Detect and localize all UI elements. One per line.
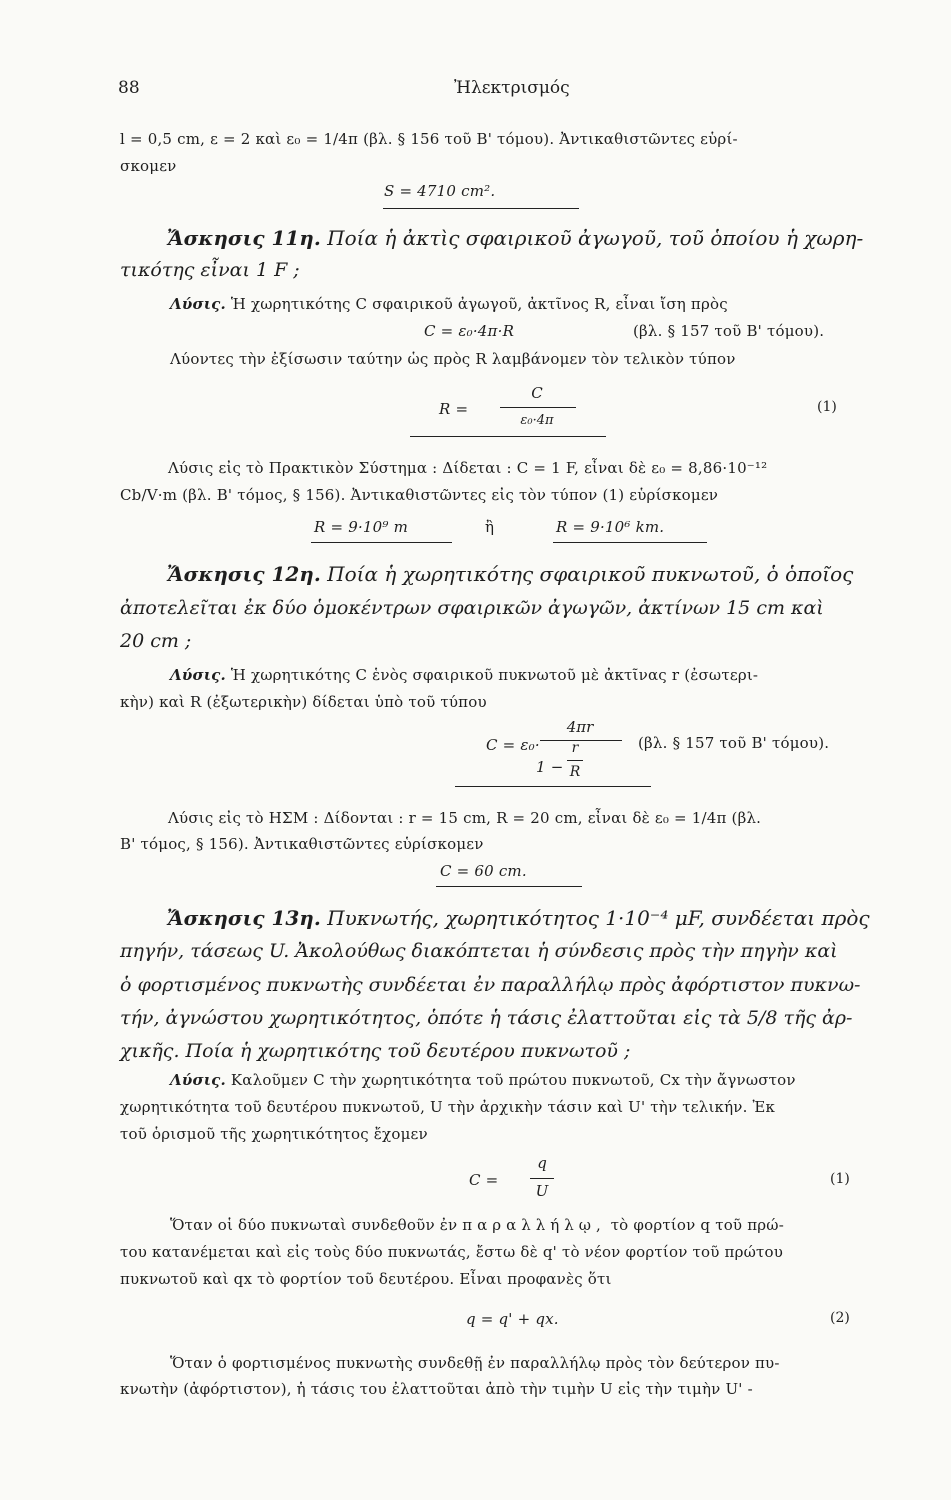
exercise-question: Πυκνωτής, χωρητικότητος 1·10⁻⁴ μF, συνδέεται πρὸς — [327, 906, 870, 930]
text-line: Cb/V·m (βλ. Β' τόμος, § 156). Ἀντικαθιστῶντες εἰς τὸν τύπον (1) εὑρίσκομεν — [120, 486, 719, 504]
equation-number: (1) — [817, 399, 837, 415]
text-part: Ὅταν οἱ δύο πυκνωταὶ συνδεθοῦν ἐν — [170, 1216, 458, 1234]
fraction-denominator: 1 − — [536, 758, 564, 776]
result-formula: C = 60 cm. — [440, 862, 527, 880]
text-line: χωρητικότητα τοῦ δευτέρου πυκνωτοῦ, U τὴν ἀρχικὴν τάσιν καὶ U' τὴν τελικήν. Ἐκ — [120, 1098, 776, 1116]
solution-line — [170, 295, 728, 313]
fraction-bar — [530, 1178, 554, 1179]
formula-lhs: C = — [469, 1171, 499, 1189]
spaced-word: παραλλήλῳ, — [462, 1216, 606, 1234]
result-formula: R = 9·10⁶ km. — [556, 518, 665, 536]
result-underline — [311, 542, 452, 543]
running-title: Ἠλεκτρισμός — [454, 78, 570, 98]
text-line: Λύσις εἰς τὸ Πρακτικὸν Σύστημα : Δίδεται : C = 1 F, εἶναι δὲ ε₀ = 8,86·10⁻¹² — [168, 459, 768, 477]
exercise-question-cont: 20 cm ; — [120, 630, 192, 652]
exercise-label: Ἄσκησις 12η. — [167, 562, 321, 586]
solution-label: Λύσις. — [170, 295, 226, 313]
exercise-question: Ποία ἡ χωρητικότης σφαιρικοῦ πυκνωτοῦ, ὁ ὁποῖος — [327, 562, 854, 586]
fraction-denominator: U — [535, 1182, 549, 1200]
exercise-question-cont: ὁ φορτισμένος πυκνωτὴς συνδέεται ἐν παραλλήλῳ πρὸς ἀφόρτιστον πυκνω- — [120, 974, 861, 996]
exercise-label: Ἄσκησις 13η. — [167, 906, 321, 930]
exercise-12-title — [167, 562, 853, 586]
result-underline — [436, 886, 582, 887]
formula-reference: (βλ. § 157 τοῦ Β' τόμου). — [638, 734, 830, 752]
exercise-question-cont: χικῆς. Ποία ἡ χωρητικότης τοῦ δευτέρου πυκνωτοῦ ; — [120, 1040, 631, 1062]
result-underline — [455, 786, 651, 787]
result-formula: R = 9·10⁹ m — [314, 518, 409, 536]
formula-lhs: R = — [439, 400, 469, 418]
fraction-numerator: 4πr — [566, 718, 594, 736]
solution-line — [170, 666, 758, 684]
exercise-11-title — [167, 226, 863, 250]
result-formula: S = 4710 cm². — [384, 182, 496, 200]
formula-reference: (βλ. § 157 τοῦ Β' τόμου). — [633, 322, 825, 340]
solution-label: Λύσις. — [170, 666, 226, 684]
fraction-numerator: C — [531, 384, 543, 402]
formula: q = q' + qx. — [466, 1310, 559, 1328]
or-word: ἢ — [485, 518, 495, 536]
text-part: τὸ φορτίον q τοῦ πρώ- — [610, 1216, 784, 1234]
text-line: κὴν) καὶ R (ἐξωτερικὴν) δίδεται ὑπὸ τοῦ τύπου — [120, 693, 487, 711]
page-number: 88 — [118, 78, 140, 98]
text-line: τοῦ ὁρισμοῦ τῆς χωρητικότητος ἔχομεν — [120, 1125, 428, 1143]
text-line: Ὅταν ὁ φορτισμένος πυκνωτὴς συνδεθῇ ἐν παραλλήλῳ πρὸς τὸν δεύτερον πυ- — [170, 1354, 780, 1372]
text-line: Λύοντες τὴν ἐξίσωσιν ταύτην ὡς πρὸς R λαμβάνομεν τὸν τελικὸν τύπον — [170, 350, 736, 368]
inner-fraction-bar — [567, 760, 583, 761]
exercise-question-cont: τικότης εἶναι 1 F ; — [120, 259, 300, 281]
text-line: σκομεν — [120, 157, 177, 175]
fraction-denominator: ε₀·4π — [520, 413, 554, 428]
text-line — [170, 1216, 784, 1234]
solution-text: Ἡ χωρητικότης C ἑνὸς σφαιρικοῦ πυκνωτοῦ μὲ ἀκτῖνας r (ἐσωτερι- — [230, 666, 759, 684]
text-line: Β' τόμος, § 156). Ἀντικαθιστῶντες εὑρίσκομεν — [120, 835, 484, 853]
formula: C = ε₀·4π·R — [424, 322, 515, 340]
fraction-numerator: q — [537, 1154, 547, 1172]
text-line: κνωτὴν (ἀφόρτιστον), ἡ τάσις του ἐλαττοῦται ἀπὸ τὴν τιμὴν U εἰς τὴν τιμὴν U' - — [120, 1380, 753, 1398]
text-line: πυκνωτοῦ καὶ qx τὸ φορτίον τοῦ δευτέρου. Εἶναι προφανὲς ὅτι — [120, 1270, 612, 1288]
exercise-13-title — [167, 906, 870, 930]
solution-line — [170, 1071, 796, 1089]
solution-text: Καλοῦμεν C τὴν χωρητικότητα τοῦ πρώτου πυκνωτοῦ, Cx τὴν ἄγνωστον — [230, 1071, 796, 1089]
exercise-question-cont: πηγήν, τάσεως U. Ἀκολούθως διακόπτεται ἡ σύνδεσις πρὸς τὴν πηγὴν καὶ — [120, 940, 838, 962]
solution-text: Ἡ χωρητικότης C σφαιρικοῦ ἀγωγοῦ, ἀκτῖνος R, εἶναι ἴση πρὸς — [230, 295, 728, 313]
result-underline — [553, 542, 707, 543]
result-underline — [383, 208, 579, 209]
equation-number: (1) — [830, 1171, 850, 1187]
equation-number: (2) — [830, 1310, 850, 1326]
inner-numerator: r — [571, 740, 579, 756]
text-line: l = 0,5 cm, ε = 2 καὶ ε₀ = 1/4π (βλ. § 156 τοῦ Β' τόμου). Ἀντικαθιστῶντες εὑρί- — [120, 130, 738, 148]
solution-label: Λύσις. — [170, 1071, 226, 1089]
result-underline — [410, 436, 606, 437]
text-line: του κατανέμεται καὶ εἰς τοὺς δύο πυκνωτάς, ἔστω δὲ q' τὸ νέον φορτίον τοῦ πρώτου — [120, 1243, 784, 1261]
fraction-bar — [500, 407, 576, 408]
formula-lhs: C = ε₀· — [486, 736, 540, 754]
exercise-label: Ἄσκησις 11η. — [167, 226, 321, 250]
exercise-question: Ποία ἡ ἀκτὶς σφαιρικοῦ ἀγωγοῦ, τοῦ ὁποίου ἡ χωρη- — [327, 226, 864, 250]
exercise-question-cont: τήν, ἀγνώστου χωρητικότητος, ὁπότε ἡ τάσις ἐλαττοῦται εἰς τὰ 5/8 τῆς ἀρ- — [120, 1007, 853, 1029]
text-line: Λύσις εἰς τὸ ΗΣΜ : Δίδονται : r = 15 cm, R = 20 cm, εἶναι δὲ ε₀ = 1/4π (βλ. — [168, 809, 762, 827]
exercise-question-cont: ἀποτελεῖται ἐκ δύο ὁμοκέντρων σφαιρικῶν ἀγωγῶν, ἀκτίνων 15 cm καὶ — [120, 597, 824, 619]
inner-denominator: R — [569, 764, 581, 780]
